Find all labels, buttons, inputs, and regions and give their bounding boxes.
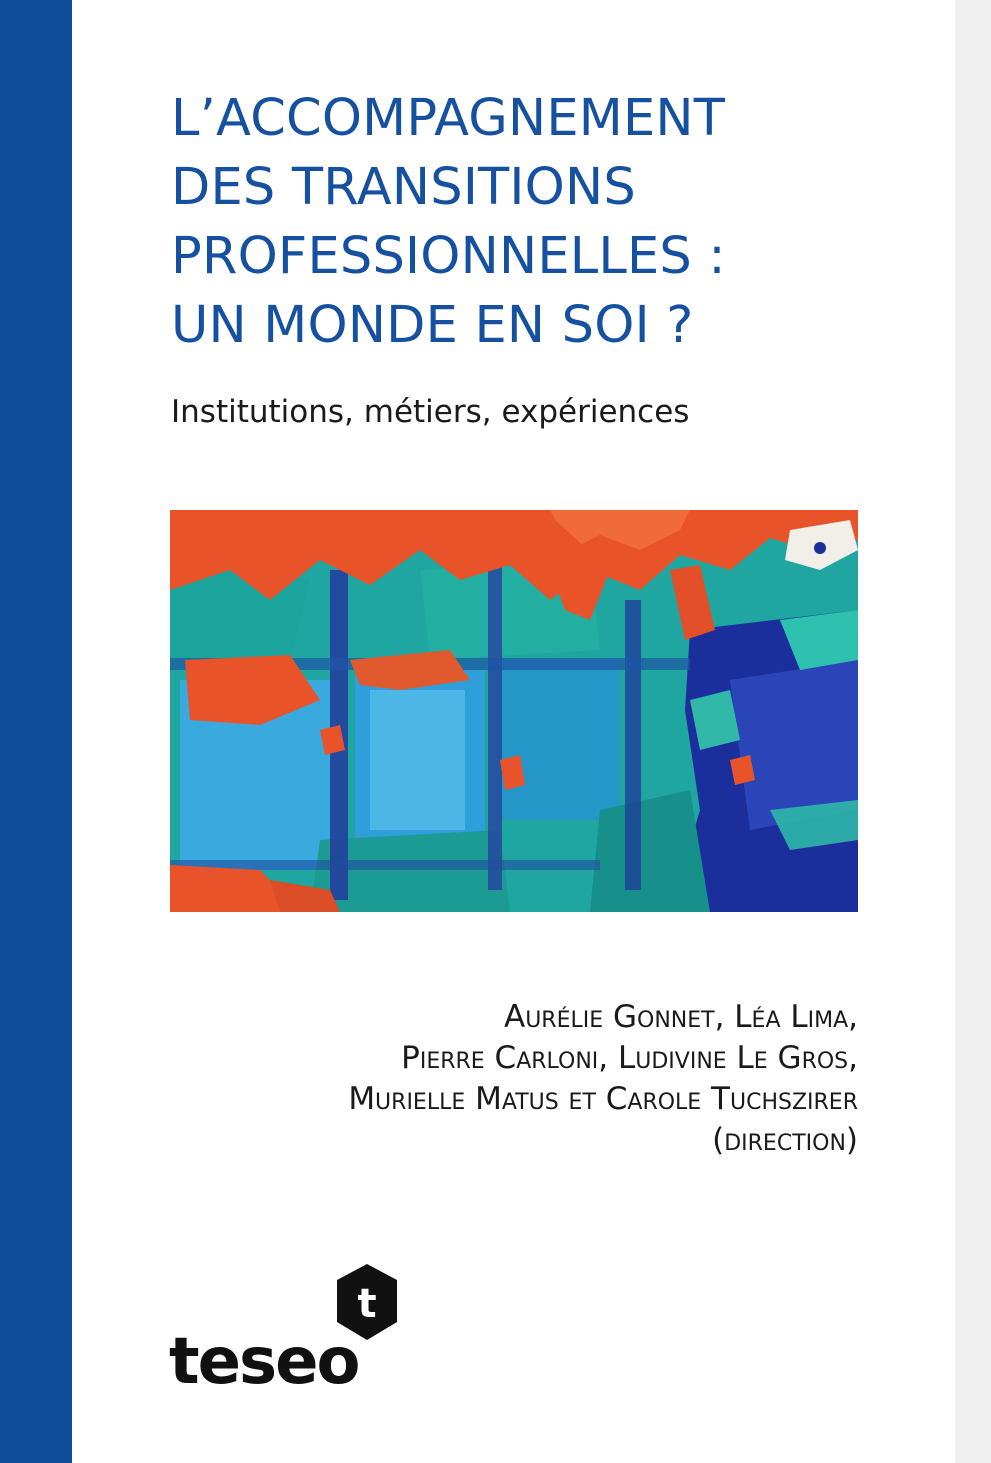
cover-edge <box>955 0 991 1463</box>
publisher-logo: teseo <box>169 1325 359 1399</box>
title-line: PROFESSIONNELLES : <box>171 227 726 286</box>
author-line: Aurélie Gonnet, Léa Lima, <box>503 999 858 1035</box>
authors-block <box>208 997 858 1161</box>
title-line: L’ACCOMPAGNEMENT <box>171 89 726 148</box>
book-subtitle: Institutions, métiers, expériences <box>171 394 690 430</box>
author-line: Murielle Matus et Carole Tuchszirer <box>348 1081 858 1117</box>
title-line: UN MONDE EN SOI ? <box>171 296 694 355</box>
author-line: (direction) <box>712 1122 858 1158</box>
cover-painting <box>170 510 858 912</box>
author-line: Pierre Carloni, Ludivine Le Gros, <box>401 1040 858 1076</box>
cover-spine-band <box>0 0 72 1463</box>
publisher-badge-letter: t <box>357 1281 377 1327</box>
title-line: DES TRANSITIONS <box>171 158 636 217</box>
book-title <box>171 84 871 360</box>
abstract-painting-image <box>170 510 858 912</box>
